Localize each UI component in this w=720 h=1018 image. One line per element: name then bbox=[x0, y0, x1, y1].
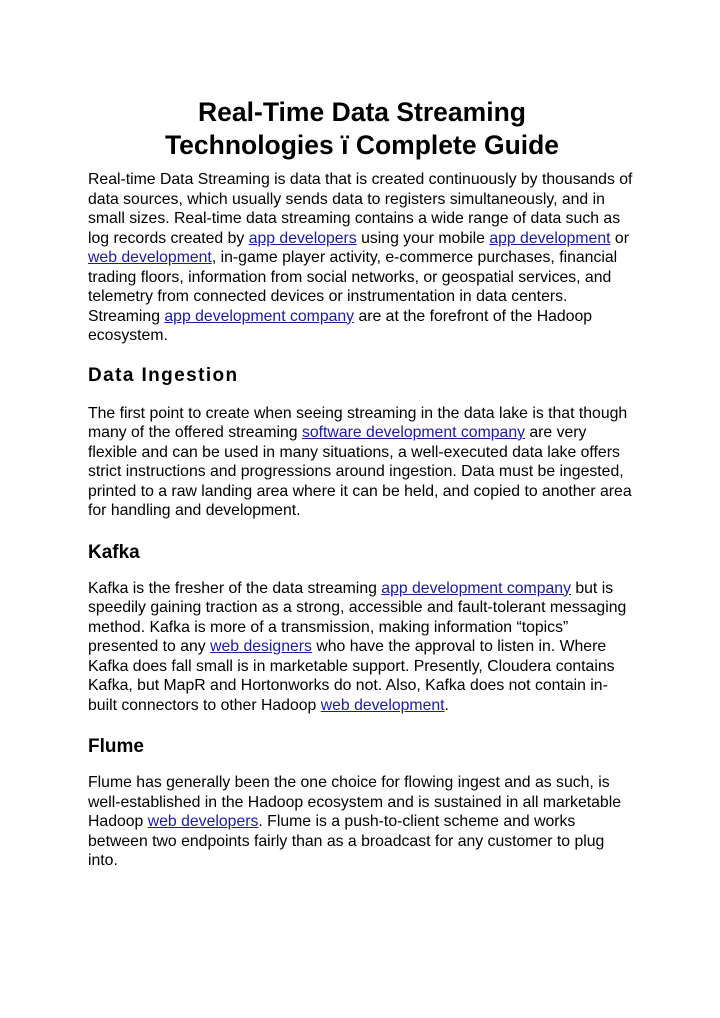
flume-text-1: Flume has generally been the one choice for flowing ingest and as such, is well-established in the Hadoop ecosystem and is sustained in all marketable Hadoop bbox=[88, 774, 621, 830]
link-web-designers[interactable]: web designers bbox=[210, 638, 312, 655]
title-line-2: Technologies ï Complete Guide bbox=[164, 130, 560, 160]
data-ingestion-paragraph bbox=[88, 404, 636, 521]
link-app-development[interactable]: app development bbox=[489, 229, 611, 247]
flume-text-2: . Flume is a push-to-client scheme and works between two endpoints fairly than as a broadcast for any customer to plug into. bbox=[88, 813, 605, 869]
intro-paragraph bbox=[88, 170, 636, 346]
kafka-text-2: but is speedily gaining traction as a strong, accessible and fault-tolerant messaging method. Kafka is more of a transmission, making information “topics” presented to any bbox=[88, 579, 627, 655]
flume-paragraph bbox=[88, 773, 636, 871]
ingestion-text-2: are very flexible and can be used in many situations, a well-executed data lake offers strict instructions and progressions around ingestion. Data must be ingested, printed to a raw landing area where it can be held, and copied to another area for handling and development. bbox=[88, 424, 632, 519]
intro-text-2: using your mobile bbox=[356, 229, 490, 247]
kafka-paragraph bbox=[88, 579, 636, 716]
link-web-development[interactable]: web development bbox=[88, 249, 212, 266]
heading-data-ingestion: Data Ingestion bbox=[88, 364, 239, 386]
link-app-development-company[interactable]: app development company bbox=[164, 307, 355, 325]
kafka-text-4: . bbox=[444, 696, 449, 714]
link-web-developers[interactable]: web developers bbox=[147, 813, 259, 830]
document-page bbox=[88, 96, 636, 871]
intro-text-5: are at the forefront of the Hadoop ecosystem. bbox=[88, 307, 593, 344]
link-kafka-app-development-company[interactable]: app development company bbox=[381, 579, 571, 597]
link-software-development-company[interactable]: software development company bbox=[301, 424, 525, 441]
intro-text-1: Real-time Data Streaming is data that is created continuously by thousands of data sources, which usually sends data to registers simultaneously, and in small sizes. Real-time data streaming contains a wide range of data such as log records created by bbox=[88, 171, 633, 247]
title-line-1: Real-Time Data Streaming bbox=[198, 97, 526, 127]
kafka-text-3: who have the approval to listen in. Where Kafka does fall small is in marketable support. Presently, Cloudera contains Kafka, but MapR and Hortonworks do not. Also, Kafka does not contain in-built connectors to other Hadoop bbox=[88, 638, 615, 714]
heading-kafka: Kafka bbox=[88, 541, 140, 563]
link-kafka-web-development[interactable]: web development bbox=[320, 696, 445, 714]
intro-text-3: or bbox=[610, 229, 629, 247]
heading-flume: Flume bbox=[88, 736, 144, 757]
ingestion-text-1: The first point to create when seeing streaming in the data lake is that though many of the offered streaming bbox=[88, 404, 628, 441]
page-title bbox=[78, 96, 646, 162]
kafka-text-1: Kafka is the fresher of the data streaming bbox=[88, 579, 382, 597]
link-app-developers[interactable]: app developers bbox=[248, 229, 357, 247]
intro-text-4: , in-game player activity, e-commerce purchases, financial trading floors, information from social networks, or geospatial services, and telemetry from connected devices or instrumentation in data centers. Streaming bbox=[88, 249, 618, 325]
